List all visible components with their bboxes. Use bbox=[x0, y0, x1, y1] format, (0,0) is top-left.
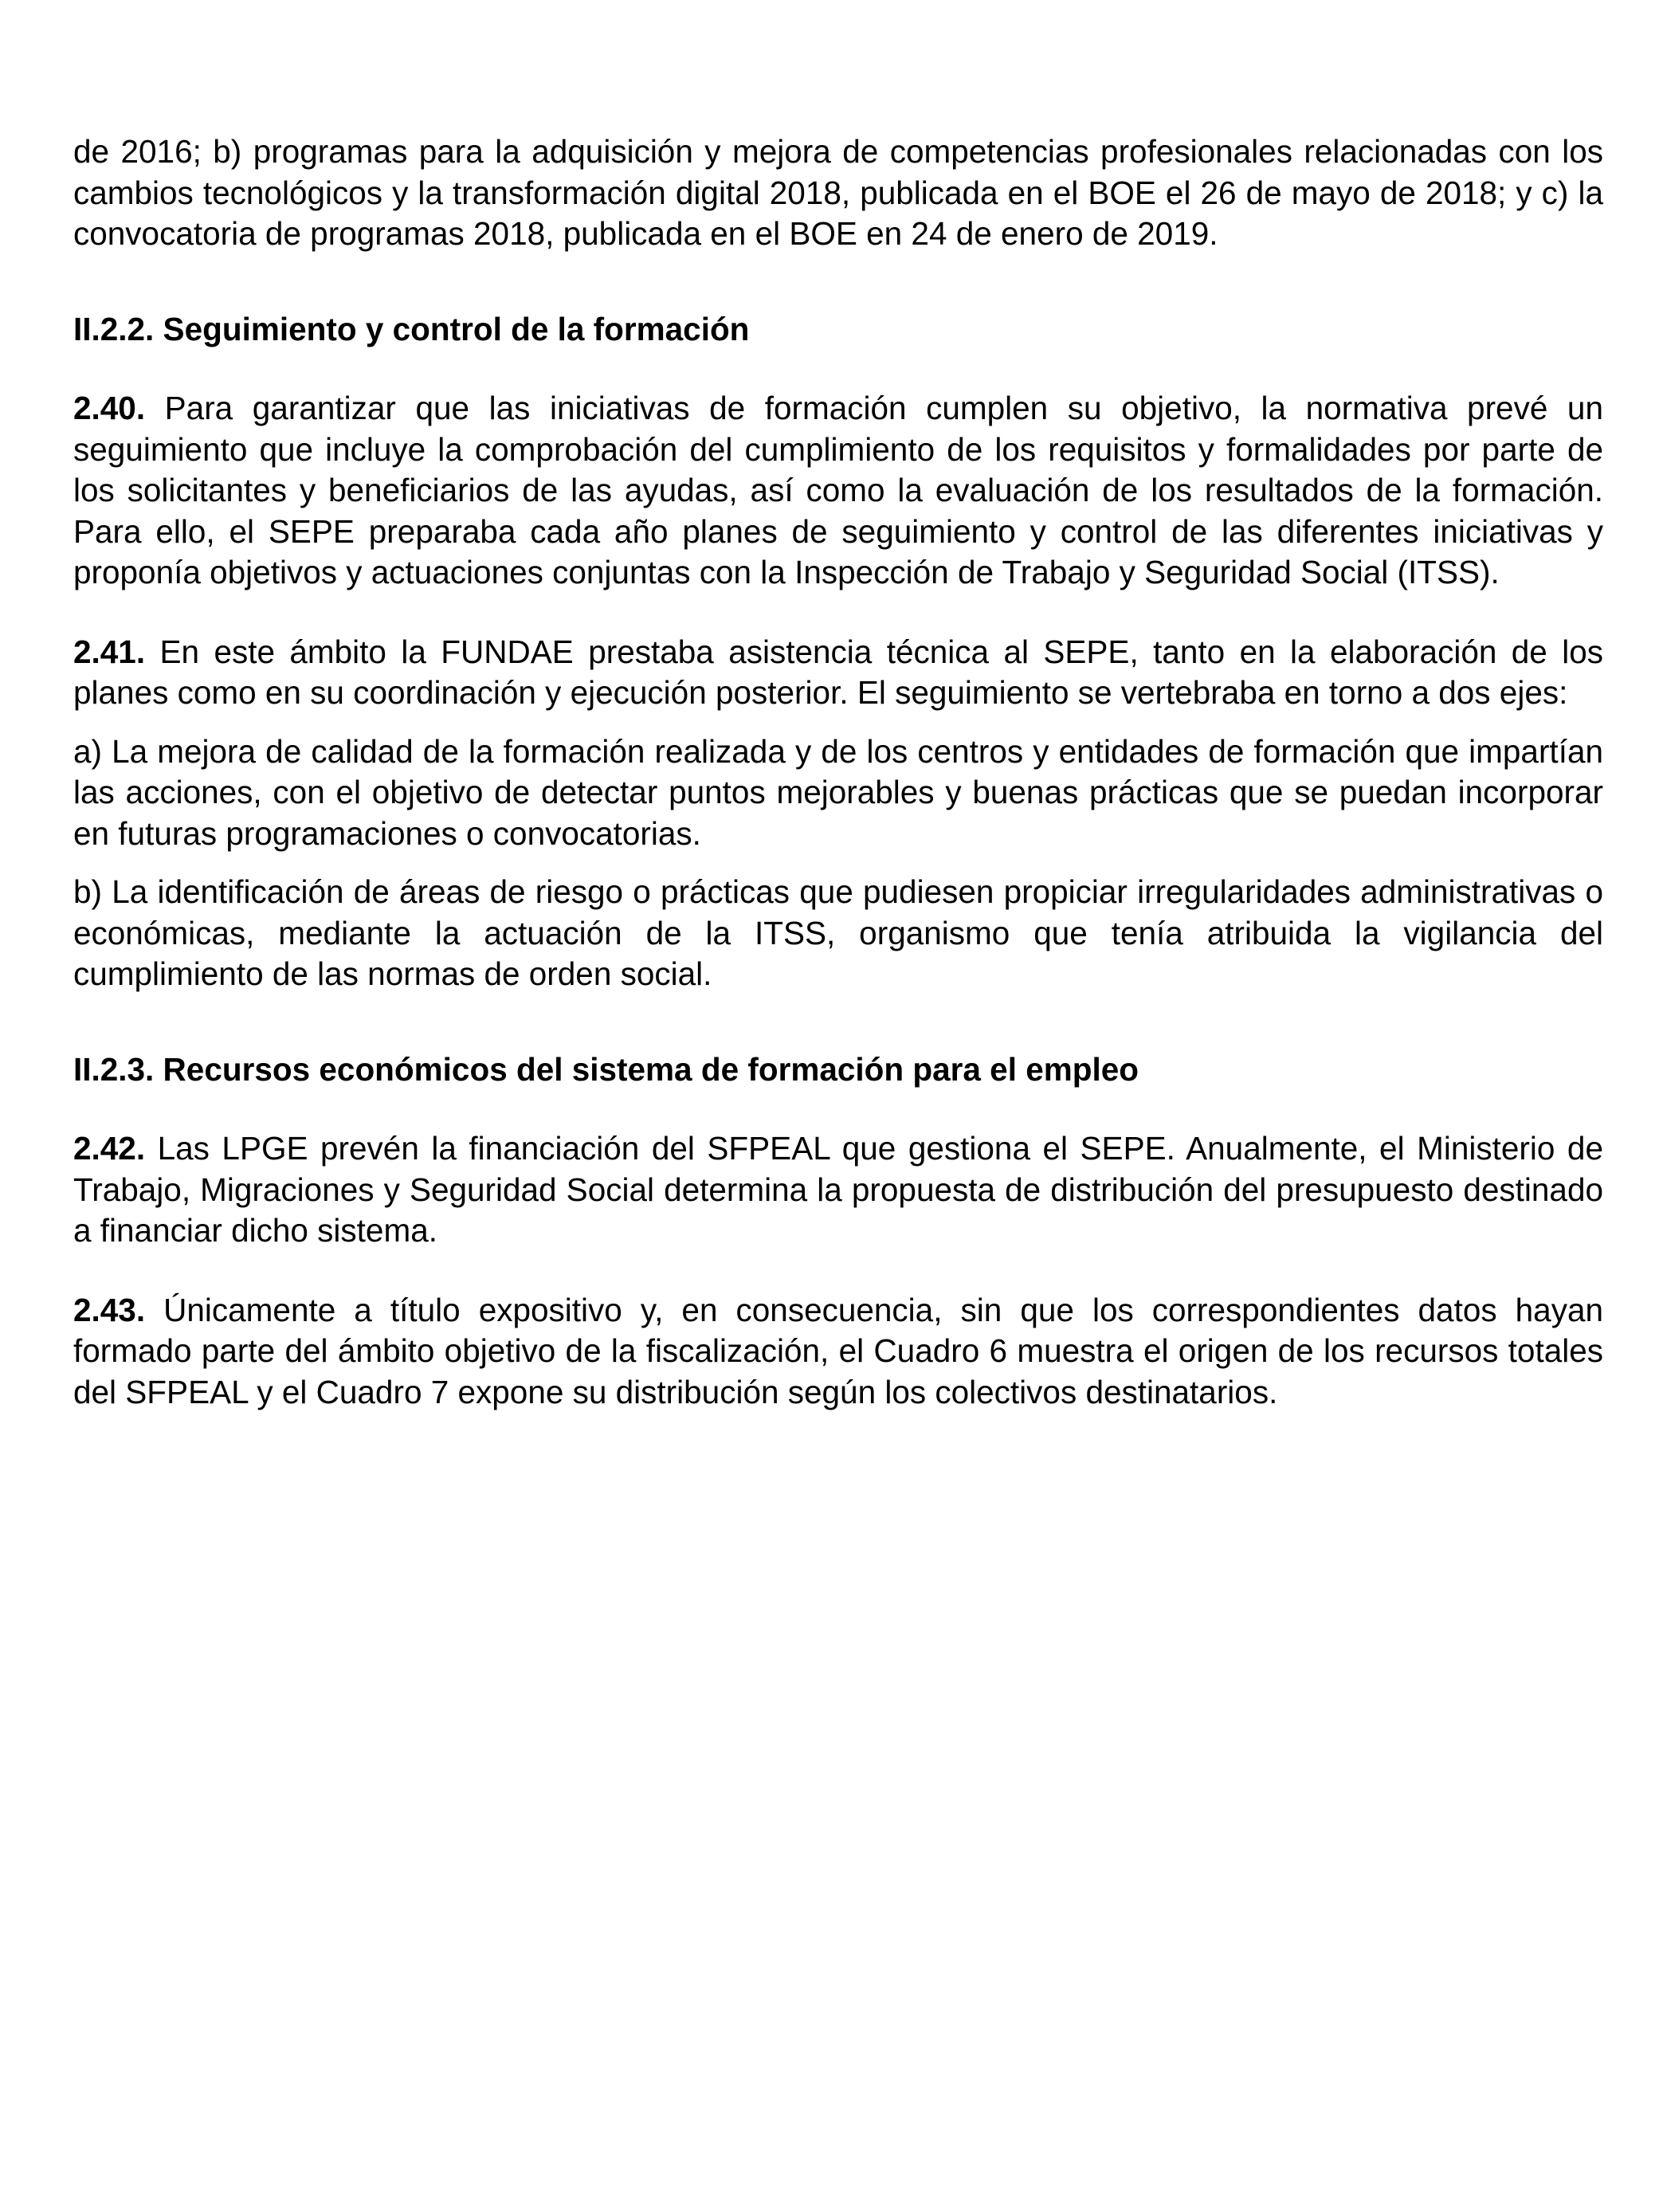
list-item-a: a) La mejora de calidad de la formación realizada y de los centros y entidades de formación que impartían las acciones, con el objetivo de detectar puntos mejorables y buenas prácticas que se puedan incorporar en futuras programaciones o convocatorias. bbox=[73, 732, 1603, 852]
paragraph-text: Las LPGE prevén la financiación del SFPEAL que gestiona el SEPE. Anualmente, el Ministerio de Trabajo, Migraciones y Seguridad Social determina la propuesta de distribución del presupuesto destinado a financiar dicho sistema. bbox=[73, 1130, 1603, 1249]
paragraph-number: 2.42. bbox=[73, 1130, 146, 1167]
paragraph-number: 2.41. bbox=[73, 633, 146, 670]
document-page bbox=[73, 131, 1603, 1413]
section-heading-2-2-3: II.2.3. Recursos económicos del sistema de formación para el empleo bbox=[73, 1050, 1139, 1088]
paragraph-2-43 bbox=[73, 1290, 1603, 1414]
intro-paragraph: de 2016; b) programas para la adquisición y mejora de competencias profesionales relacionadas con los cambios tecnológicos y la transformación digital 2018, publicada en el BOE el 26 de mayo de 2018; y c) la convocatoria de programas 2018, publicada en el BOE en 24 de enero de 2019. bbox=[73, 133, 1603, 252]
paragraph-text: Para garantizar que las iniciativas de formación cumplen su objetivo, la normativa prevé un seguimiento que incluye la comprobación del cumplimiento de los requisitos y formalidades por parte de los solicitantes y beneficiarios de las ayudas, así como la evaluación de los resultados de la formación. Para ello, el SEPE preparaba cada año planes de seguimiento y control de las diferentes iniciativas y proponía objetivos y actuaciones conjuntas con la Inspección de Trabajo y Seguridad Social (ITSS). bbox=[73, 390, 1603, 590]
paragraph-number: 2.40. bbox=[73, 390, 146, 426]
paragraph-2-42 bbox=[73, 1128, 1603, 1252]
list-item-b: b) La identificación de áreas de riesgo o prácticas que pudiesen propiciar irregularidades administrativas o económicas, mediante la actuación de la ITSS, organismo que tenía atribuida la vigilancia del cumplimiento de las normas de orden social. bbox=[73, 873, 1603, 992]
paragraph-2-40 bbox=[73, 388, 1603, 594]
section-heading-2-2-2: II.2.2. Seguimiento y control de la formación bbox=[73, 310, 750, 347]
paragraph-2-41 bbox=[73, 632, 1603, 714]
paragraph-number: 2.43. bbox=[73, 1291, 146, 1328]
paragraph-text: Únicamente a título expositivo y, en consecuencia, sin que los correspondientes datos hayan formado parte del ámbito objetivo de la fiscalización, el Cuadro 6 muestra el origen de los recursos totales del SFPEAL y el Cuadro 7 expone su distribución según los colectivos destinatarios. bbox=[73, 1291, 1603, 1410]
paragraph-text: En este ámbito la FUNDAE prestaba asistencia técnica al SEPE, tanto en la elaboración de los planes como en su coordinación y ejecución posterior. El seguimiento se vertebraba en torno a dos ejes: bbox=[73, 633, 1603, 711]
